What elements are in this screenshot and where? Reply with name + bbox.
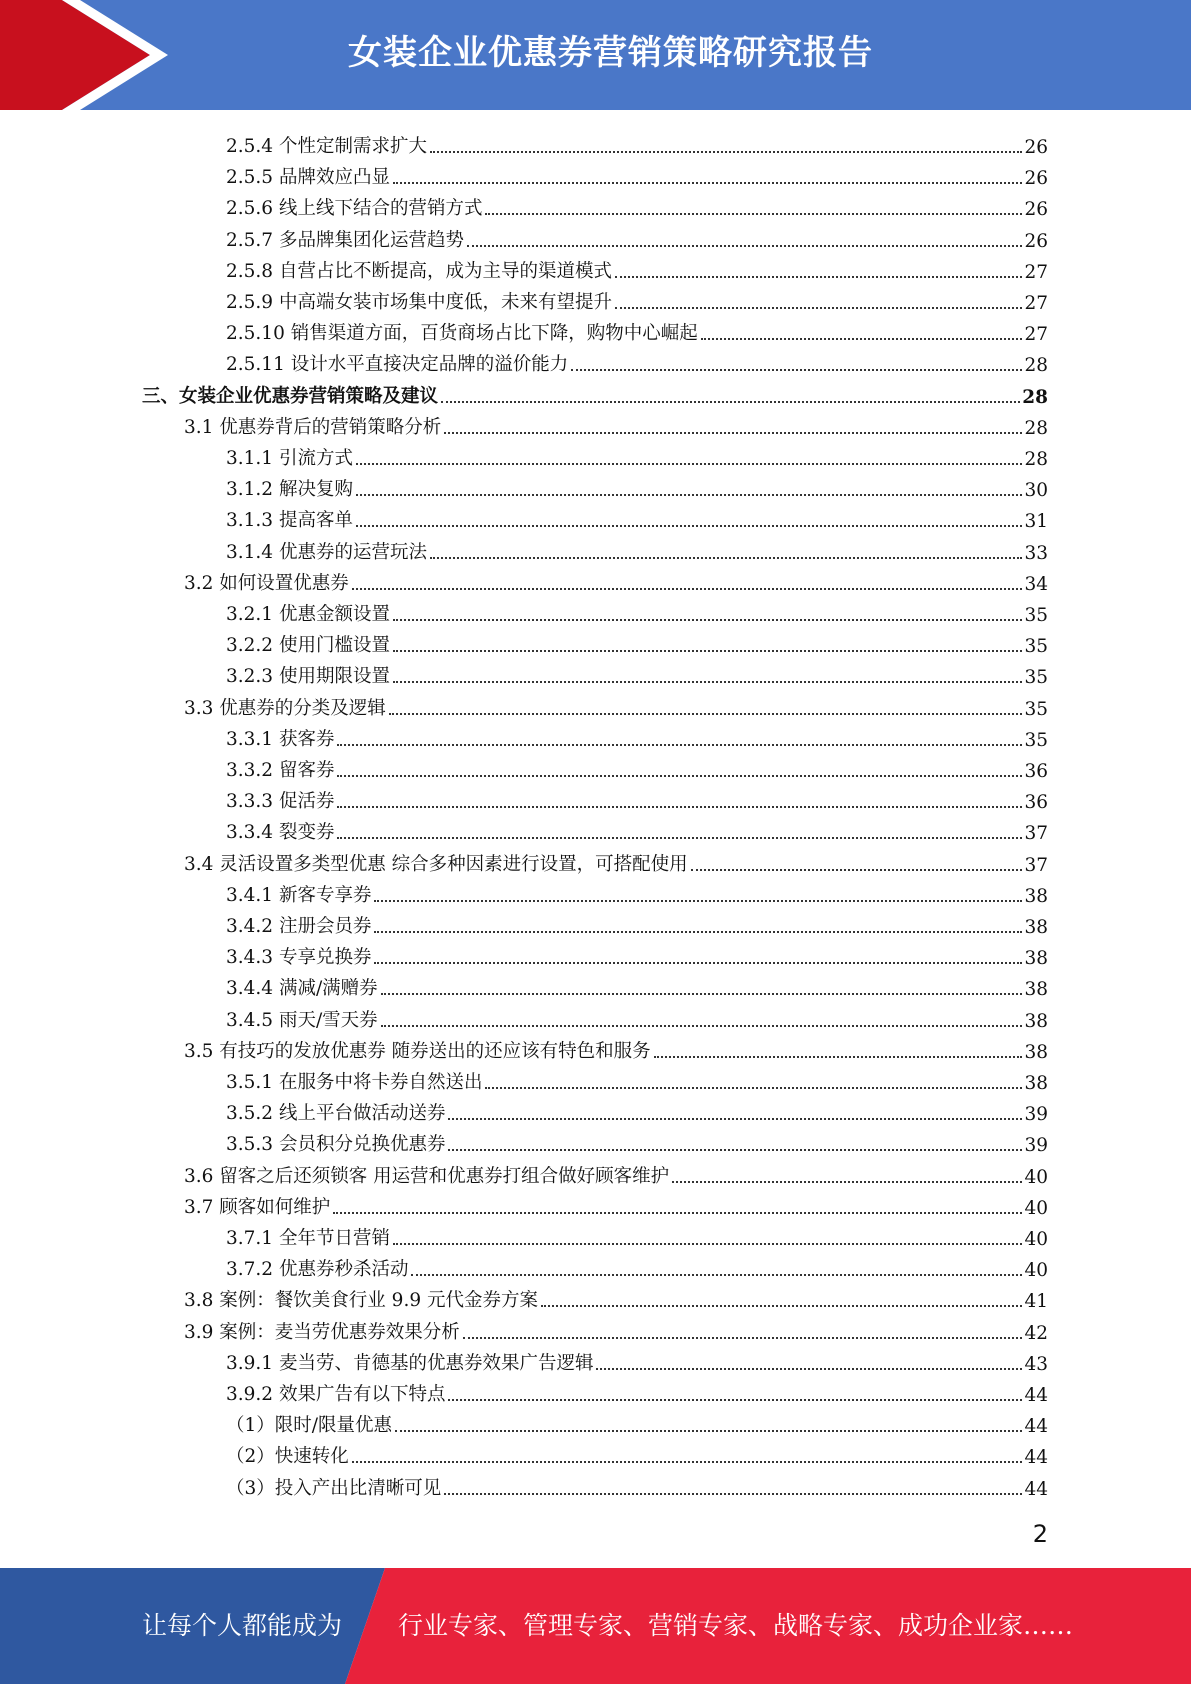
toc-entry[interactable] xyxy=(184,689,1048,720)
toc-entry-label: 3.5 有技巧的发放优惠券 随券送出的还应该有特色和服务 xyxy=(184,1040,651,1062)
toc-dot-leader xyxy=(393,181,1022,184)
toc-entry-label: 3.4.3 专享兑换券 xyxy=(226,947,372,969)
toc-dot-leader xyxy=(374,899,1022,902)
toc-entry[interactable] xyxy=(226,782,1048,813)
toc-entry-label: 3.4.1 新客专享券 xyxy=(226,884,372,906)
toc-entry[interactable] xyxy=(226,1125,1048,1156)
toc-entry-label: （3）投入产出比清晰可见 xyxy=(226,1477,442,1499)
toc-entry-label: 2.5.11 设计水平直接决定品牌的溢价能力 xyxy=(226,354,569,376)
toc-entry[interactable] xyxy=(226,720,1048,751)
toc-dot-leader xyxy=(485,1086,1022,1089)
toc-entry-page: 31 xyxy=(1024,511,1048,533)
toc-entry[interactable] xyxy=(226,1094,1048,1125)
toc-dot-leader xyxy=(485,212,1022,215)
toc-dot-leader xyxy=(444,1492,1022,1495)
toc-dot-leader xyxy=(356,462,1023,465)
toc-dot-leader xyxy=(333,1211,1022,1214)
toc-entry-label: 3.9.1 麦当劳、肯德基的优惠券效果广告逻辑 xyxy=(226,1352,594,1374)
toc-dot-leader xyxy=(381,992,1023,995)
toc-entry[interactable] xyxy=(226,1437,1048,1468)
toc-entry-label: 3.2 如何设置优惠券 xyxy=(184,572,349,594)
toc-entry-page: 39 xyxy=(1024,1135,1048,1157)
toc-entry-page: 40 xyxy=(1024,1197,1048,1219)
toc-entry-label: 3.5.3 会员积分兑换优惠券 xyxy=(226,1134,446,1156)
toc-entry-page: 35 xyxy=(1024,636,1048,658)
toc-entry-page: 33 xyxy=(1024,542,1048,564)
toc-dot-leader xyxy=(337,836,1022,839)
toc-dot-leader xyxy=(352,1460,1023,1463)
toc-entry-label: 3.2.3 使用期限设置 xyxy=(226,666,390,688)
toc-entry[interactable] xyxy=(226,657,1048,688)
toc-entry-page: 40 xyxy=(1024,1229,1048,1250)
toc-entry-label: 3.1.1 引流方式 xyxy=(226,448,353,469)
toc-entry-page: 36 xyxy=(1024,792,1048,814)
toc-dot-leader xyxy=(352,587,1023,590)
toc-entry[interactable] xyxy=(184,408,1048,439)
toc-entry[interactable] xyxy=(226,189,1048,220)
toc-entry-page: 36 xyxy=(1024,761,1048,782)
toc-entry-label: 2.5.4 个性定制需求扩大 xyxy=(226,136,427,157)
toc-dot-leader xyxy=(381,1024,1023,1027)
toc-entry[interactable] xyxy=(226,439,1048,470)
toc-entry-label: 3.4.2 注册会员券 xyxy=(226,916,372,937)
toc-entry-label: 3.1.2 解决复购 xyxy=(226,479,353,501)
toc-entry-label: 3.1.3 提高客单 xyxy=(226,510,353,532)
toc-entry-label: 2.5.9 中高端女装市场集中度低，未来有望提升 xyxy=(226,292,612,313)
toc-entry-page: 42 xyxy=(1024,1322,1048,1344)
toc-entry-label: 3.4.4 满减/满赠券 xyxy=(226,978,378,1000)
toc-entry[interactable] xyxy=(226,595,1048,626)
toc-entry-page: 34 xyxy=(1024,573,1048,595)
toc-entry-page: 26 xyxy=(1024,199,1048,221)
toc-entry-page: 30 xyxy=(1024,480,1048,502)
toc-entry[interactable] xyxy=(226,1469,1048,1500)
toc-entry-label: 3.3.1 获客券 xyxy=(226,728,335,750)
toc-entry-page: 28 xyxy=(1024,417,1048,439)
toc-dot-leader xyxy=(374,961,1022,964)
toc-entry[interactable] xyxy=(226,1344,1048,1375)
toc-dot-leader xyxy=(444,431,1022,434)
toc-dot-leader xyxy=(672,1180,1022,1183)
toc-entry[interactable] xyxy=(184,1032,1048,1063)
toc-dot-leader xyxy=(395,1429,1022,1432)
toc-entry-label: （1）限时/限量优惠 xyxy=(226,1415,393,1437)
toc-entry[interactable] xyxy=(226,1375,1048,1406)
toc-entry[interactable] xyxy=(226,252,1048,283)
toc-entry-label: 3.7.2 优惠券秒杀活动 xyxy=(226,1259,409,1281)
toc-entry-label: 3.1.4 优惠券的运营玩法 xyxy=(226,541,427,563)
toc-dot-leader xyxy=(430,150,1022,153)
toc-entry[interactable] xyxy=(226,1063,1048,1094)
toc-entry[interactable] xyxy=(184,845,1048,876)
toc-entry-page: 27 xyxy=(1024,261,1048,283)
toc-entry-label: 3.3.2 留客券 xyxy=(226,760,335,781)
page-number: 2 xyxy=(1032,1520,1048,1548)
footer-slogan-right: 行业专家、管理专家、营销专家、战略专家、成功企业家…… xyxy=(398,1611,1074,1640)
toc-entry-page: 44 xyxy=(1024,1416,1048,1438)
toc-entry-page: 35 xyxy=(1024,698,1048,720)
toc-entry-page: 26 xyxy=(1024,137,1048,158)
toc-entry-page: 41 xyxy=(1024,1291,1048,1313)
toc-entry[interactable] xyxy=(226,876,1048,907)
toc-entry[interactable] xyxy=(226,283,1048,314)
toc-entry[interactable] xyxy=(226,1219,1048,1250)
toc-entry-page: 44 xyxy=(1024,1385,1048,1406)
toc-entry-label: 3.6 留客之后还须锁客 用运营和优惠券打组合做好顾客维护 xyxy=(184,1165,670,1187)
toc-entry[interactable] xyxy=(226,345,1048,376)
toc-entry-page: 27 xyxy=(1024,293,1048,314)
toc-entry-label: 3.7.1 全年节日营销 xyxy=(226,1228,390,1249)
toc-entry[interactable] xyxy=(226,158,1048,189)
toc-dot-leader xyxy=(654,1055,1023,1058)
toc-dot-leader xyxy=(430,556,1022,559)
toc-dot-leader xyxy=(393,680,1022,683)
toc-entry-label: 3.3.3 促活券 xyxy=(226,791,335,813)
toc-entry-label: 2.5.10 销售渠道方面，百货商场占比下降，购物中心崛起 xyxy=(226,323,698,345)
toc-entry-page: 26 xyxy=(1024,230,1048,252)
toc-entry[interactable] xyxy=(226,938,1048,969)
toc-entry-label: 3.4 灵活设置多类型优惠 综合多种因素进行设置，可搭配使用 xyxy=(184,853,688,875)
toc-entry-page: 39 xyxy=(1024,1104,1048,1126)
toc-dot-leader xyxy=(393,618,1022,621)
toc-dot-leader xyxy=(571,368,1022,371)
toc-entry-page: 40 xyxy=(1024,1166,1048,1188)
toc-entry-page: 43 xyxy=(1024,1353,1048,1375)
toc-dot-leader xyxy=(356,493,1023,496)
toc-entry-label: 3.9.2 效果广告有以下特点 xyxy=(226,1384,446,1405)
toc-dot-leader xyxy=(448,1117,1022,1120)
toc-dot-leader xyxy=(467,244,1022,247)
toc-entry-page: 40 xyxy=(1024,1260,1048,1282)
header-banner xyxy=(0,0,1191,110)
toc-dot-leader xyxy=(615,275,1022,278)
toc-entry[interactable] xyxy=(184,1313,1048,1344)
toc-entry-label: 3.5.1 在服务中将卡券自然送出 xyxy=(226,1072,483,1093)
toc-entry[interactable] xyxy=(226,314,1048,345)
toc-dot-leader xyxy=(356,524,1023,527)
toc-dot-leader xyxy=(448,1398,1022,1401)
toc-dot-leader xyxy=(337,805,1022,808)
toc-entry[interactable] xyxy=(226,470,1048,501)
toc-entry-page: 28 xyxy=(1024,449,1048,470)
toc-entry[interactable] xyxy=(226,221,1048,252)
toc-entry-label: 3.3 优惠券的分类及逻辑 xyxy=(184,697,386,719)
toc-entry[interactable] xyxy=(184,1188,1048,1219)
toc-entry[interactable] xyxy=(226,1250,1048,1281)
toc-dot-leader xyxy=(691,868,1023,871)
toc-entry[interactable] xyxy=(226,907,1048,938)
footer-banner xyxy=(0,1568,1191,1684)
toc-entry-label: 3.1 优惠券背后的营销策略分析 xyxy=(184,416,442,438)
toc-entry-page: 38 xyxy=(1024,917,1048,938)
toc-dot-leader xyxy=(441,400,1020,403)
toc-dot-leader xyxy=(541,1304,1022,1307)
toc-entry-page: 38 xyxy=(1024,1073,1048,1094)
toc-entry[interactable] xyxy=(226,969,1048,1000)
toc-dot-leader xyxy=(389,712,1023,715)
toc-entry[interactable] xyxy=(226,1001,1048,1032)
toc-entry[interactable] xyxy=(184,564,1048,595)
toc-entry[interactable] xyxy=(142,377,1048,408)
toc-entry[interactable] xyxy=(226,626,1048,657)
toc-entry-label: （2）快速转化 xyxy=(226,1446,349,1468)
toc-entry-page: 35 xyxy=(1024,729,1048,751)
toc-entry-page: 37 xyxy=(1024,854,1048,876)
toc-dot-leader xyxy=(337,743,1022,746)
toc-entry[interactable] xyxy=(184,1157,1048,1188)
toc-entry-label: 3.3.4 裂变券 xyxy=(226,822,335,844)
toc-entry-page: 38 xyxy=(1024,885,1048,907)
toc-entry-label: 3.4.5 雨天/雪天券 xyxy=(226,1009,378,1031)
toc-entry-label: 三、女装企业优惠券营销策略及建议 xyxy=(142,385,439,407)
toc-dot-leader xyxy=(463,1336,1023,1339)
toc-entry-page: 38 xyxy=(1024,948,1048,970)
toc-entry[interactable] xyxy=(184,1281,1048,1312)
toc-dot-leader xyxy=(393,649,1022,652)
toc-entry-page: 38 xyxy=(1024,979,1048,1001)
toc-entry-page: 38 xyxy=(1024,1010,1048,1032)
toc-dot-leader xyxy=(411,1273,1022,1276)
report-title: 女装企业优惠券营销策略研究报告 xyxy=(348,33,873,73)
toc-dot-leader xyxy=(337,774,1022,777)
toc-entry-label: 2.5.8 自营占比不断提高，成为主导的渠道模式 xyxy=(226,260,612,282)
toc-entry-page: 38 xyxy=(1024,1041,1048,1063)
toc-entry[interactable] xyxy=(226,813,1048,844)
toc-dot-leader xyxy=(393,1242,1022,1245)
toc-entry-page: 35 xyxy=(1024,667,1048,689)
toc-entry-page: 44 xyxy=(1024,1478,1048,1500)
toc-entry-label: 3.7 顾客如何维护 xyxy=(184,1196,331,1218)
toc-entry-page: 27 xyxy=(1024,324,1048,346)
toc-entry-label: 2.5.6 线上线下结合的营销方式 xyxy=(226,198,483,220)
toc-dot-leader xyxy=(374,930,1022,933)
toc-entry-label: 2.5.7 多品牌集团化运营趋势 xyxy=(226,229,464,251)
toc-dot-leader xyxy=(448,1148,1022,1151)
toc-entry-page: 28 xyxy=(1022,386,1048,408)
toc-entry-label: 3.2.2 使用门槛设置 xyxy=(226,635,390,657)
toc-entry[interactable] xyxy=(226,501,1048,532)
toc-entry-page: 28 xyxy=(1024,355,1048,377)
toc-entry-page: 37 xyxy=(1024,823,1048,845)
toc-dot-leader xyxy=(701,337,1023,340)
toc-entry[interactable] xyxy=(226,127,1048,158)
toc-entry-page: 35 xyxy=(1024,605,1048,626)
toc-entry-page: 44 xyxy=(1024,1447,1048,1469)
toc-entry-label: 3.2.1 优惠金额设置 xyxy=(226,604,390,625)
footer-slogan-left: 让每个人都能成为 xyxy=(142,1611,343,1640)
toc-entry-label: 3.9 案例：麦当劳优惠券效果分析 xyxy=(184,1321,460,1343)
toc-dot-leader xyxy=(615,306,1022,309)
toc-entry[interactable] xyxy=(226,751,1048,782)
toc-entry[interactable] xyxy=(226,1406,1048,1437)
toc-entry[interactable] xyxy=(226,533,1048,564)
toc-entry-label: 3.8 案例：餐饮美食行业 9.9 元代金券方案 xyxy=(184,1290,538,1312)
toc-dot-leader xyxy=(596,1367,1022,1370)
toc-entry-label: 3.5.2 线上平台做活动送券 xyxy=(226,1103,446,1125)
toc-entry-label: 2.5.5 品牌效应凸显 xyxy=(226,167,390,189)
toc-entry-page: 26 xyxy=(1024,168,1048,190)
